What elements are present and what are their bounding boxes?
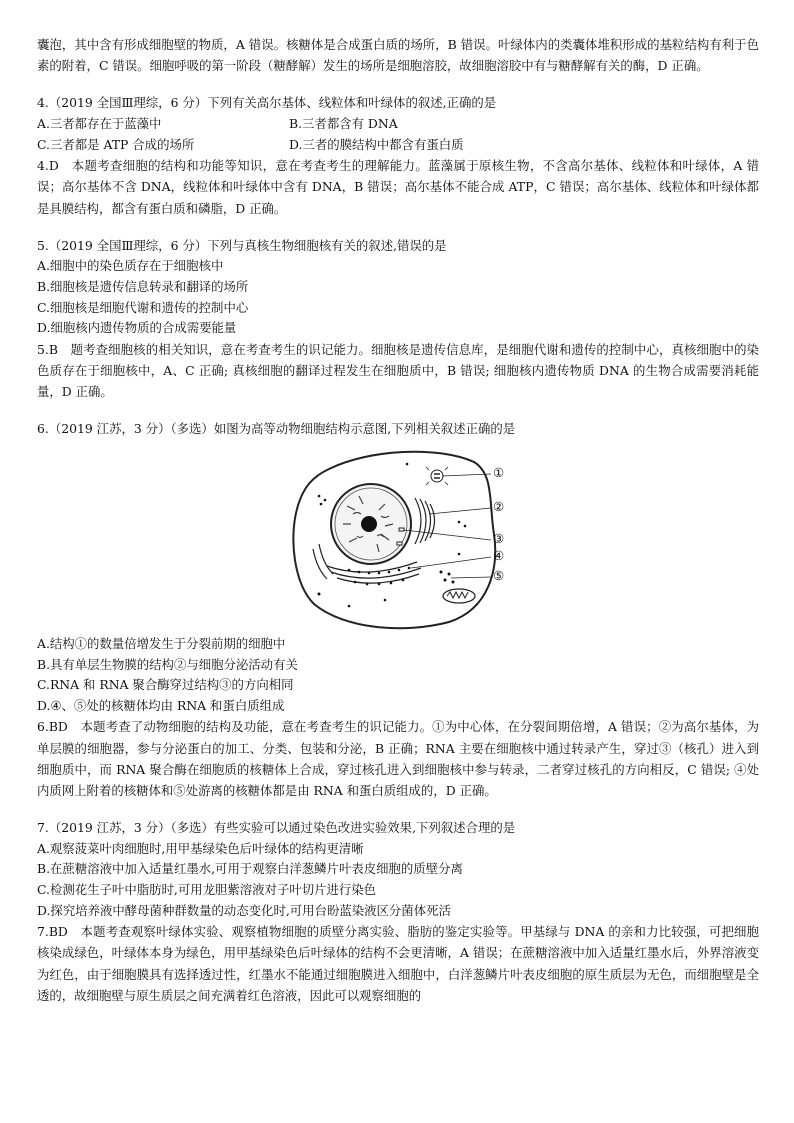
question-5-option-a: A.细胞中的染色质存在于细胞核中 xyxy=(37,258,224,274)
question-4-option-a: A.三者都存在于蓝藻中 xyxy=(37,116,162,131)
cell-drawing xyxy=(289,444,519,634)
figure-label-4: ④ xyxy=(493,547,505,563)
question-7-option-a: A.观察菠菜叶肉细胞时,用甲基绿染色后叶绿体的结构更清晰 xyxy=(37,840,364,856)
document-page xyxy=(37,34,759,1006)
question-5-answer: 5.B 题考查细胞核的相关知识，意在考查考生的识记能力。细胞核是遗传信息库，是细胞代谢和遗传的控制中心，真核细胞中的染色质存在于细胞核中，A、C 正确; 真核细胞的翻译过程发生在细胞质中，B 错误; 细胞核内遗传物质 DNA 的生物合成需要消耗能量，D 正确。 xyxy=(37,341,759,400)
question-5-option-b: B.细胞核是遗传信息转录和翻译的场所 xyxy=(37,278,249,294)
question-7-answer: 7.BD 本题考查观察叶绿体实验、观察植物细胞的质壁分离实验、脂肪的鉴定实验等。甲基绿与 DNA 的亲和力比较强，可把细胞核染成绿色，叶绿体本身为绿色，用甲基绿染色后叶绿体的结构不会更清晰，A 错误；在蔗糖溶液中加入适量红墨水后，外界溶液变为红色，由于细胞膜具有选择透过性，红墨水不能通过细胞膜进入细胞中，白洋葱鳞片叶表皮细胞的原生质层为无色，而细胞壁是全透的，故细胞壁与原生质层之间充满着红色溶液，因此可以观察细胞的 xyxy=(37,924,759,1003)
question-4-option-c: C.三者都是 ATP 合成的场所 xyxy=(37,136,195,152)
intro-paragraph: 囊泡，其中含有形成细胞壁的物质，A 错误。核糖体是合成蛋白质的场所，B 错误。叶绿体内的类囊体堆积形成的基粒结构有利于色素的附着，C 错误。细胞呼吸的第一阶段（糖酵解）发生的场所是细胞溶胶，故细胞溶胶中有与糖酵解有关的酶，D 正确。 xyxy=(37,37,759,74)
figure-label-5: ⑤ xyxy=(493,567,505,583)
nucleolus xyxy=(361,516,377,532)
question-5-option-d: D.细胞核内遗传物质的合成需要能量 xyxy=(37,320,237,336)
question-6 xyxy=(37,419,759,801)
question-6-stem: 6.（2019 江苏，3 分）（多选）如图为高等动物细胞结构示意图,下列相关叙述正确的是 xyxy=(37,421,516,437)
question-6-option-a: A.结构①的数量倍增发生于分裂前期的细胞中 xyxy=(37,635,286,651)
question-5-option-c: C.细胞核是细胞代谢和遗传的控制中心 xyxy=(37,299,249,315)
figure-label-2: ② xyxy=(493,498,505,514)
question-6-option-d: D.④、⑤处的核糖体均由 RNA 和蛋白质组成 xyxy=(37,697,285,713)
question-7 xyxy=(37,818,759,1006)
question-5 xyxy=(37,236,759,403)
question-4 xyxy=(37,93,759,218)
question-7-option-c: C.检测花生子叶中脂肪时,可用龙胆紫溶液对子叶切片进行染色 xyxy=(37,881,377,897)
animal-cell-diagram xyxy=(37,444,759,634)
question-5-stem: 5.（2019 全国Ⅲ理综，6 分）下列与真核生物细胞核有关的叙述,错误的是 xyxy=(37,237,447,253)
question-4-answer: 4.D 本题考查细胞的结构和功能等知识，意在考查考生的理解能力。蓝藻属于原核生物，不含高尔基体、线粒体和叶绿体，A 错误；高尔基体不含 DNA，线粒体和叶绿体中含有 DNA，B 错误；高尔基体不能合成 ATP，C 错误；高尔基体、线粒体和叶绿体都是具膜结构，都含有蛋白质和磷脂，D 正确。 xyxy=(37,158,759,216)
question-6-option-c: C.RNA 和 RNA 聚合酶穿过结构③的方向相同 xyxy=(37,677,294,693)
question-7-option-d: D.探究培养液中酵母菌种群数量的动态变化时,可用台盼蓝染液区分菌体死活 xyxy=(37,902,451,918)
question-7-option-b: B.在蔗糖溶液中加入适量红墨水,可用于观察白洋葱鳞片叶表皮细胞的质壁分离 xyxy=(37,861,463,877)
question-4-option-b: B.三者都含有 DNA xyxy=(289,116,398,131)
question-7-stem: 7.（2019 江苏，3 分）（多选）有些实验可以通过染色改进实验效果,下列叙述合理的是 xyxy=(37,820,516,836)
question-6-option-b: B.具有单层生物膜的结构②与细胞分泌活动有关 xyxy=(37,656,298,672)
question-6-answer: 6.BD 本题考查了动物细胞的结构及功能，意在考查考生的识记能力。①为中心体，在分裂间期倍增，A 错误；②为高尔基体，为单层膜的细胞器，参与分泌蛋白的加工、分类、包装和分泌，B 正确；RNA 主要在细胞核中通过转录产生，穿过③（核孔）进入到细胞质中，而 RNA 聚合酶在细胞质的核糖体上合成，穿过核孔进入到细胞核中参与转录，二者穿过核孔的方向相反，C 错误; ④处内质网上附着的核糖体和⑤处游离的核糖体都是由 RNA 和蛋白质组成的，D 正确。 xyxy=(37,719,759,798)
question-4-option-d: D.三者的膜结构中都含有蛋白质 xyxy=(289,136,464,152)
mitochondrion xyxy=(443,589,475,603)
figure-label-3: ③ xyxy=(493,530,505,546)
question-4-stem: 4.（2019 全国Ⅲ理综，6 分）下列有关高尔基体、线粒体和叶绿体的叙述,正确的是 xyxy=(37,95,497,111)
golgi-apparatus xyxy=(415,498,435,544)
figure-label-1: ① xyxy=(493,464,505,480)
